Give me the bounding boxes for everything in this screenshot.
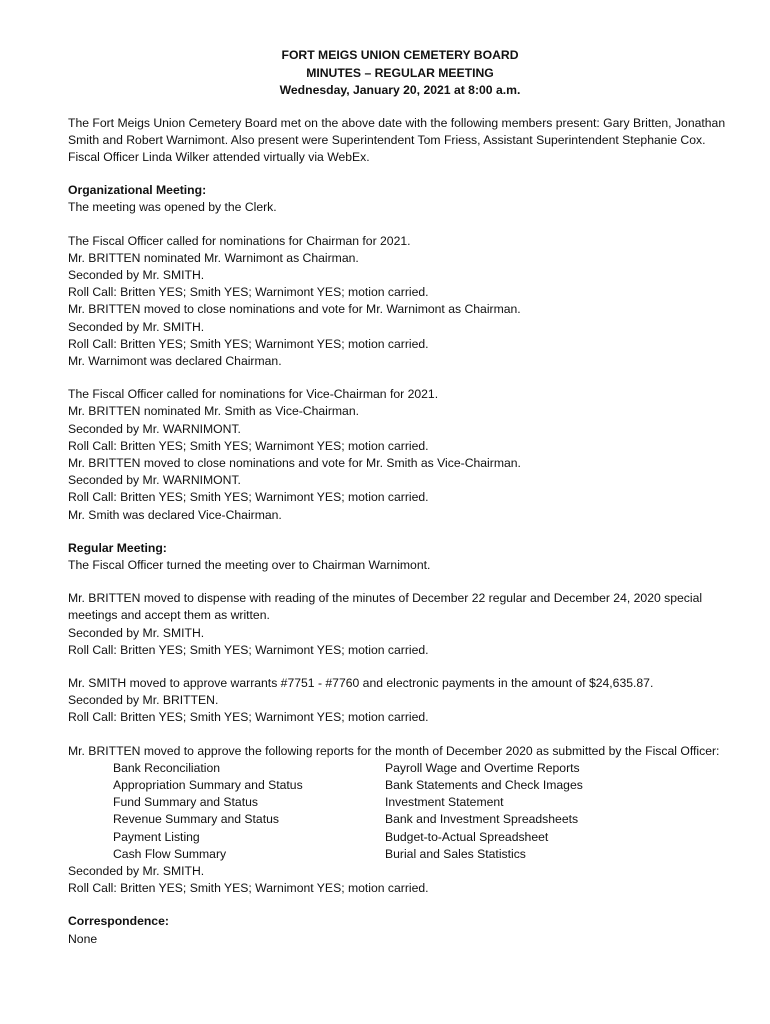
minutes-motion-text: Mr. BRITTEN moved to dispense with reading of the minutes of December 22 regular and December 24, 2020 special meetings and accept them as written. — [68, 591, 703, 623]
chairman-line: Roll Call: Britten YES; Smith YES; Warnimont YES; motion carried. — [68, 285, 429, 300]
header-meeting-date: Wednesday, January 20, 2021 at 8:00 a.m. — [279, 83, 521, 97]
chairman-line: Seconded by Mr. SMITH. — [68, 319, 205, 334]
reports-list — [68, 760, 728, 863]
reports-motion-seconded: Seconded by Mr. SMITH. — [68, 864, 205, 879]
vice-chairman-line: Mr. BRITTEN nominated Mr. Smith as Vice-Chairman. — [68, 404, 360, 419]
minutes-motion-roll-call: Roll Call: Britten YES; Smith YES; Warnimont YES; motion carried. — [68, 642, 429, 657]
meeting-opened-line: The meeting was opened by the Clerk. — [68, 200, 277, 215]
chairman-line: Roll Call: Britten YES; Smith YES; Warnimont YES; motion carried. — [68, 336, 429, 351]
vice-chairman-line: The Fiscal Officer called for nominations for Vice-Chairman for 2021. — [68, 387, 439, 402]
vice-chairman-nomination-block — [68, 386, 728, 524]
chairman-line: Mr. Warnimont was declared Chairman. — [68, 353, 282, 368]
header-minutes-type: MINUTES – REGULAR MEETING — [306, 65, 494, 80]
report-item: Budget-to-Actual Spreadsheet — [385, 829, 549, 844]
report-item: Bank and Investment Spreadsheets — [385, 812, 579, 827]
minutes-motion-seconded: Seconded by Mr. SMITH. — [68, 625, 205, 640]
warrants-motion-text: Mr. SMITH moved to approve warrants #7751 - #7760 and electronic payments in the amount of $24,635.87. — [68, 675, 654, 690]
reports-motion-text: Mr. BRITTEN moved to approve the following reports for the month of December 2020 as submitted by the Fiscal Officer: — [68, 743, 720, 758]
header-board-name: FORT MEIGS UNION CEMETERY BOARD — [281, 48, 519, 62]
report-item: Burial and Sales Statistics — [385, 846, 526, 861]
warrants-motion-roll-call: Roll Call: Britten YES; Smith YES; Warnimont YES; motion carried. — [68, 710, 429, 725]
report-item: Bank Statements and Check Images — [385, 778, 583, 792]
correspondence-section — [68, 913, 728, 947]
vice-chairman-line: Seconded by Mr. WARNIMONT. — [68, 421, 241, 436]
report-item: Investment Statement — [385, 795, 504, 810]
minutes-motion-block — [68, 590, 728, 659]
chairman-line: Mr. BRITTEN moved to close nominations and vote for Mr. Warnimont as Chairman. — [68, 302, 521, 317]
turned-over-line: The Fiscal Officer turned the meeting over to Chairman Warnimont. — [68, 557, 431, 572]
correspondence-heading: Correspondence: — [68, 914, 169, 929]
warrants-motion-seconded: Seconded by Mr. BRITTEN. — [68, 693, 219, 708]
chairman-line: The Fiscal Officer called for nominations for Chairman for 2021. — [68, 233, 411, 248]
minutes-document — [68, 47, 728, 964]
vice-chairman-line: Roll Call: Britten YES; Smith YES; Warnimont YES; motion carried. — [68, 490, 429, 505]
correspondence-value: None — [68, 931, 98, 946]
reports-motion-roll-call: Roll Call: Britten YES; Smith YES; Warnimont YES; motion carried. — [68, 881, 429, 896]
report-item: Fund Summary and Status — [113, 795, 258, 810]
vice-chairman-line: Seconded by Mr. WARNIMONT. — [68, 473, 241, 488]
report-item: Cash Flow Summary — [113, 846, 227, 861]
vice-chairman-line: Mr. BRITTEN moved to close nominations and vote for Mr. Smith as Vice-Chairman. — [68, 455, 521, 470]
report-item: Payroll Wage and Overtime Reports — [385, 760, 580, 775]
vice-chairman-line: Mr. Smith was declared Vice-Chairman. — [68, 507, 282, 522]
report-item: Payment Listing — [113, 829, 200, 844]
vice-chairman-line: Roll Call: Britten YES; Smith YES; Warnimont YES; motion carried. — [68, 438, 429, 453]
chairman-nomination-block — [68, 233, 728, 371]
document-header — [68, 47, 728, 100]
intro-paragraph: The Fort Meigs Union Cemetery Board met on the above date with the following members present: Gary Britten, Jonathan Smith and Robert Warnimont. Also present were Superintendent Tom Friess, Assistant Superintendent Stephanie Cox. Fiscal Officer Linda Wilker attended virtually via WebEx. — [68, 115, 726, 164]
regular-meeting-section — [68, 540, 728, 574]
chairman-line: Seconded by Mr. SMITH. — [68, 267, 205, 282]
chairman-line: Mr. BRITTEN nominated Mr. Warnimont as Chairman. — [68, 250, 359, 265]
organizational-heading: Organizational Meeting: — [68, 183, 207, 198]
report-item: Appropriation Summary and Status — [113, 778, 303, 792]
regular-meeting-heading: Regular Meeting: — [68, 540, 167, 555]
report-item: Revenue Summary and Status — [113, 812, 279, 827]
warrants-motion-block — [68, 675, 728, 727]
organizational-section — [68, 182, 728, 216]
report-item: Bank Reconciliation — [113, 760, 221, 775]
reports-motion-block — [68, 743, 728, 898]
